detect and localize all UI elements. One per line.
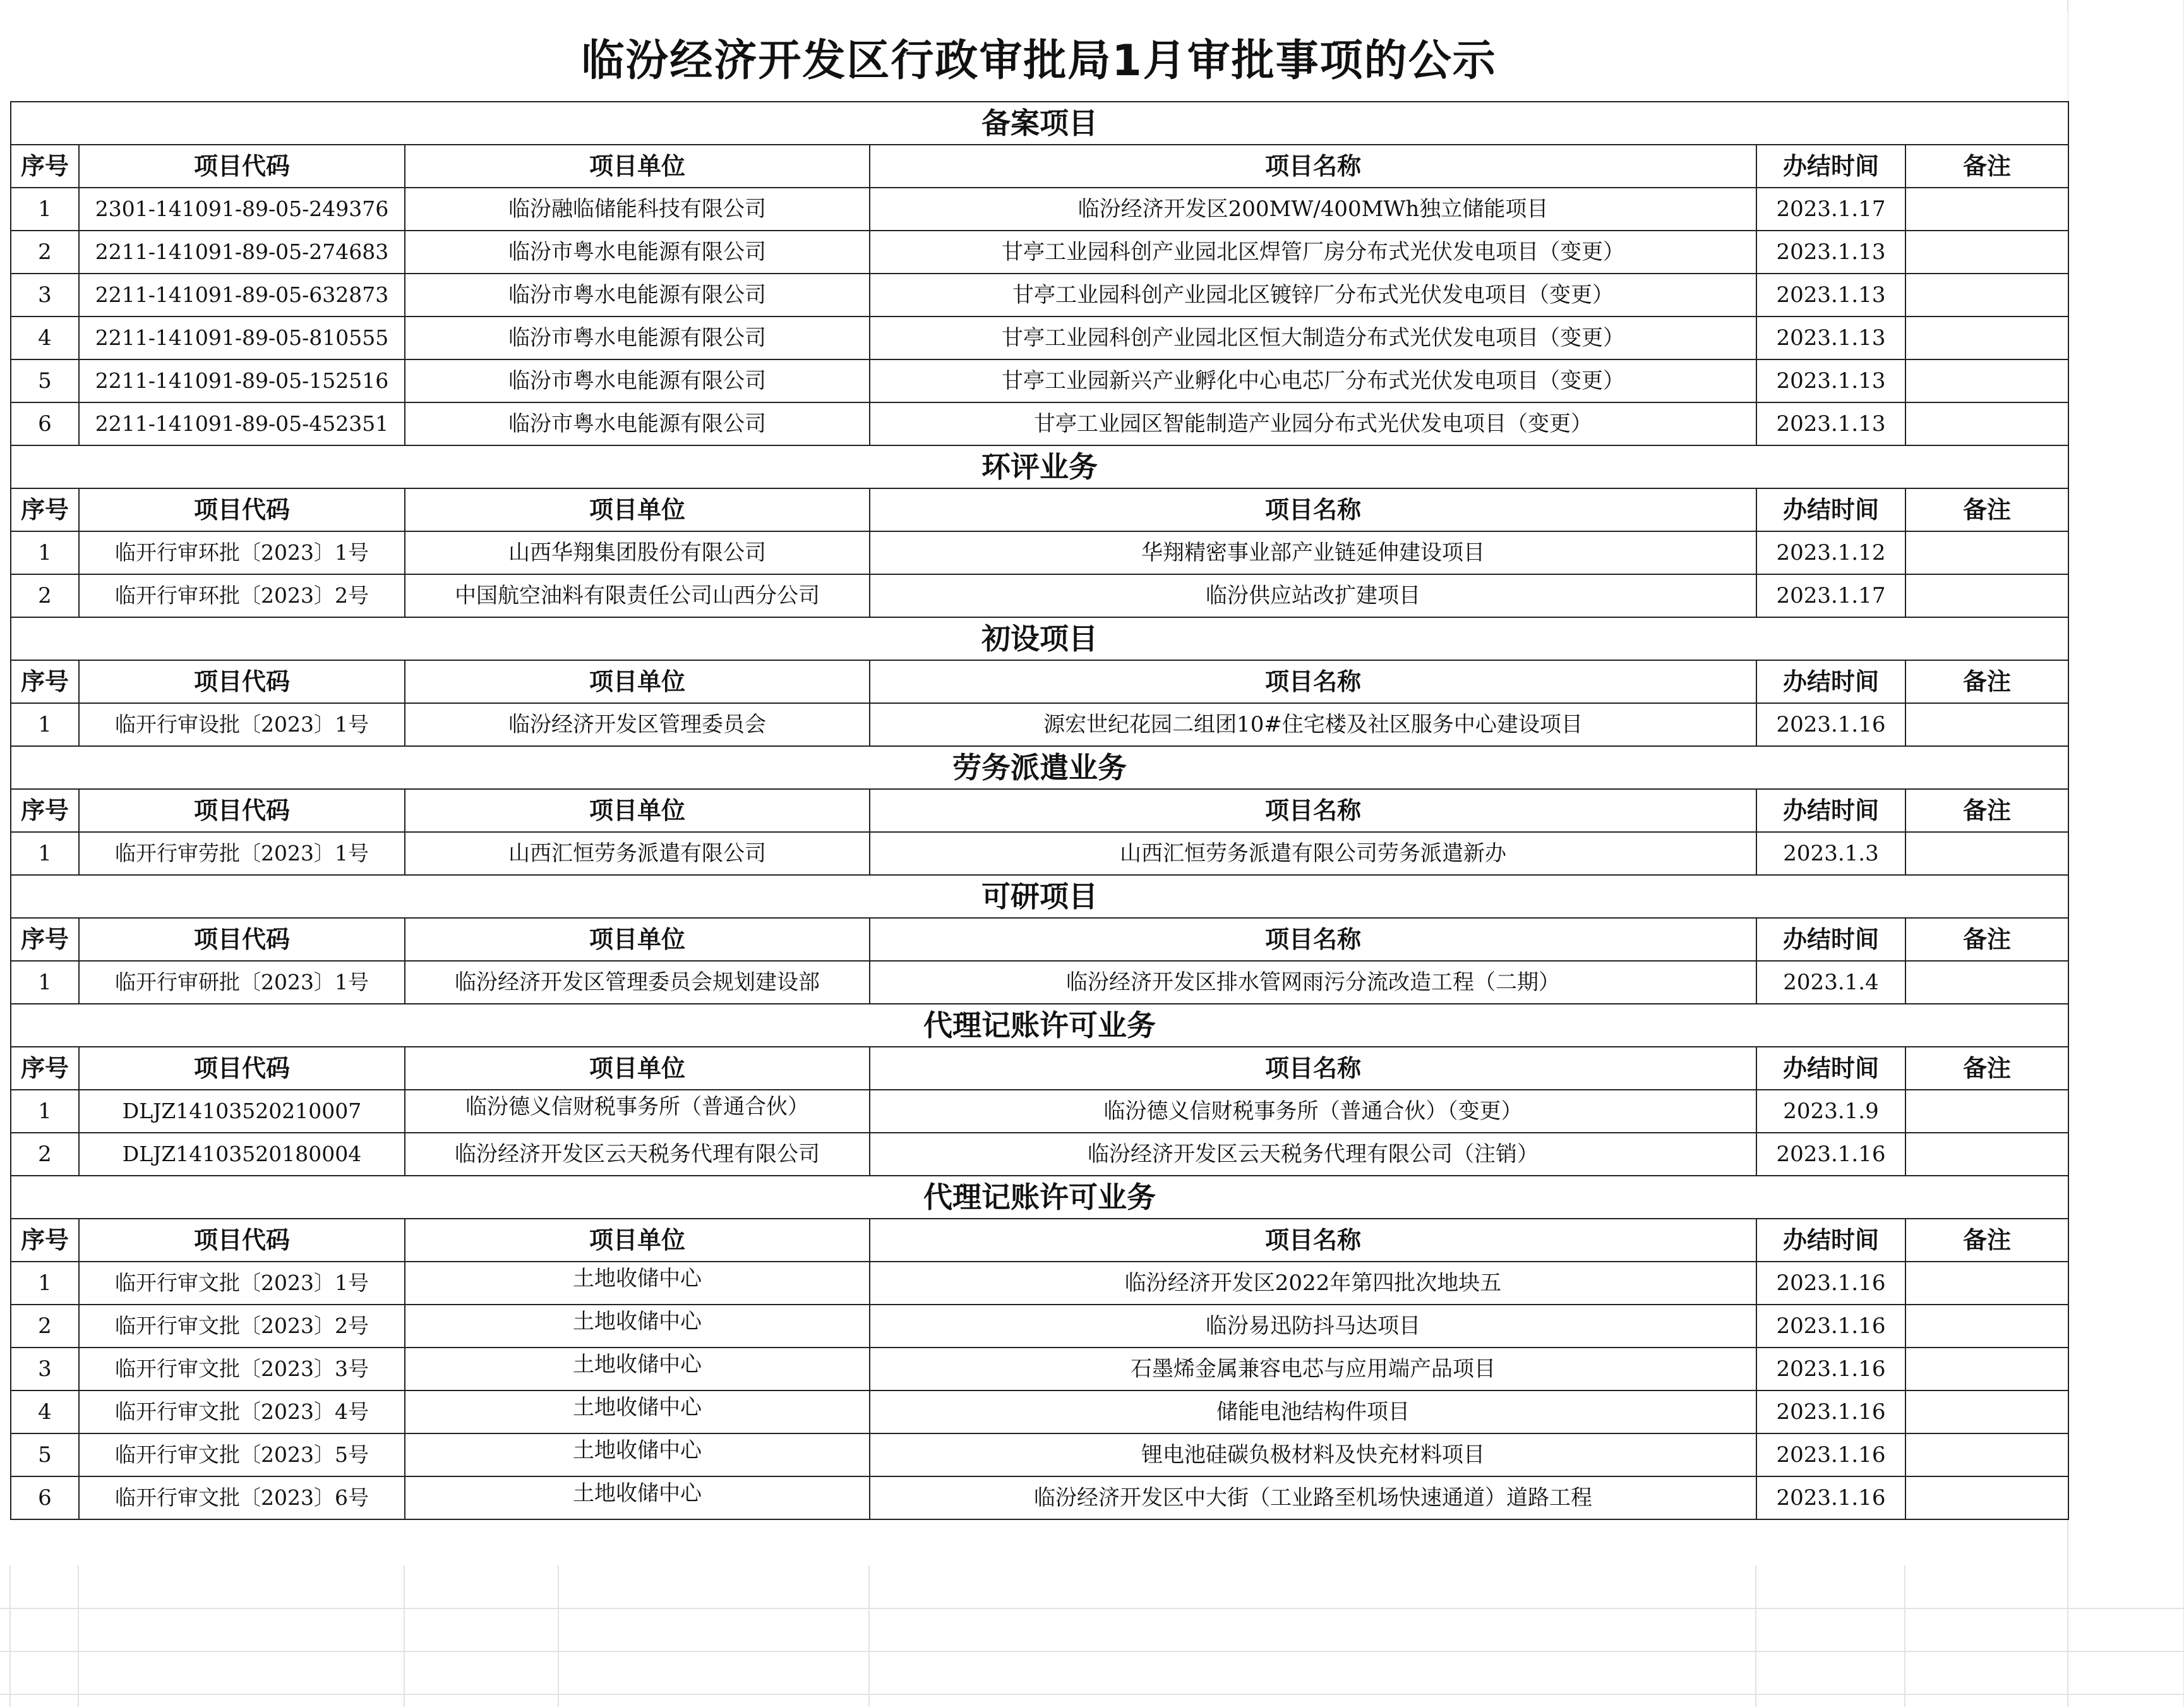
table-row — [11, 1090, 2068, 1133]
project-name-cell: 甘亭工业园新兴产业孵化中心电芯厂分布式光伏发电项目（变更） — [870, 359, 1756, 402]
remark-cell — [1905, 274, 2068, 317]
seq-cell: 2 — [11, 231, 79, 274]
seq-cell: 1 — [11, 531, 79, 574]
remark-cell — [1905, 188, 2068, 231]
table-row — [11, 1476, 2068, 1519]
project-name-cell: 临汾经济开发区云天税务代理有限公司（注销） — [870, 1133, 1756, 1176]
seq-cell: 3 — [11, 274, 79, 317]
column-header-unit: 项目单位 — [405, 1047, 870, 1090]
page-title: 临汾经济开发区行政审批局1月审批事项的公示 — [10, 13, 2068, 101]
remark-cell — [1905, 402, 2068, 445]
unit-cell: 土地收储中心 — [405, 1476, 870, 1519]
remark-cell — [1905, 1133, 2068, 1176]
seq-cell: 1 — [11, 188, 79, 231]
column-header-note: 备注 — [1905, 1219, 2068, 1262]
unit-cell: 临汾市粤水电能源有限公司 — [405, 231, 870, 274]
completion-date-cell: 2023.1.16 — [1756, 1476, 1905, 1519]
column-header-code: 项目代码 — [79, 918, 405, 961]
unit-cell: 临汾市粤水电能源有限公司 — [405, 359, 870, 402]
table-row — [11, 359, 2068, 402]
code-cell: 临开行审劳批〔2023〕1号 — [79, 832, 405, 875]
section-title: 备案项目 — [11, 102, 2068, 145]
section-title-row — [11, 102, 2068, 145]
unit-cell: 临汾市粤水电能源有限公司 — [405, 317, 870, 359]
remark-cell — [1905, 1090, 2068, 1133]
column-header-name: 项目名称 — [870, 660, 1756, 703]
code-cell: 临开行审文批〔2023〕1号 — [79, 1262, 405, 1305]
project-name-cell: 临汾德义信财税事务所（普通合伙）（变更） — [870, 1090, 1756, 1133]
project-name-cell: 临汾经济开发区2022年第四批次地块五 — [870, 1262, 1756, 1305]
code-cell: DLJZ14103520210007 — [79, 1090, 405, 1133]
unit-cell: 临汾经济开发区管理委员会规划建设部 — [405, 961, 870, 1004]
code-cell: 临开行审文批〔2023〕2号 — [79, 1305, 405, 1348]
completion-date-cell: 2023.1.16 — [1756, 1305, 1905, 1348]
column-header-row — [11, 145, 2068, 188]
column-header-row — [11, 1219, 2068, 1262]
remark-cell — [1905, 359, 2068, 402]
column-header-row — [11, 660, 2068, 703]
column-header-name: 项目名称 — [870, 145, 1756, 188]
column-header-name: 项目名称 — [870, 1219, 1756, 1262]
completion-date-cell: 2023.1.17 — [1756, 188, 1905, 231]
completion-date-cell: 2023.1.13 — [1756, 231, 1905, 274]
column-header-seq: 序号 — [11, 660, 79, 703]
remark-cell — [1905, 832, 2068, 875]
column-header-row — [11, 488, 2068, 531]
column-header-seq: 序号 — [11, 789, 79, 832]
remark-cell — [1905, 1348, 2068, 1390]
column-header-note: 备注 — [1905, 145, 2068, 188]
column-header-note: 备注 — [1905, 1047, 2068, 1090]
unit-cell: 临汾经济开发区管理委员会 — [405, 703, 870, 746]
completion-date-cell: 2023.1.13 — [1756, 274, 1905, 317]
seq-cell: 5 — [11, 1433, 79, 1476]
column-header-code: 项目代码 — [79, 1219, 405, 1262]
column-header-note: 备注 — [1905, 789, 2068, 832]
column-header-code: 项目代码 — [79, 488, 405, 531]
project-name-cell: 甘亭工业园科创产业园北区恒大制造分布式光伏发电项目（变更） — [870, 317, 1756, 359]
seq-cell: 2 — [11, 1133, 79, 1176]
completion-date-cell: 2023.1.16 — [1756, 703, 1905, 746]
completion-date-cell: 2023.1.16 — [1756, 1262, 1905, 1305]
code-cell: 临开行审设批〔2023〕1号 — [79, 703, 405, 746]
section-title: 初设项目 — [11, 617, 2068, 660]
seq-cell: 2 — [11, 574, 79, 617]
table-row — [11, 188, 2068, 231]
column-header-date: 办结时间 — [1756, 145, 1905, 188]
column-header-row — [11, 789, 2068, 832]
column-header-date: 办结时间 — [1756, 1047, 1905, 1090]
approval-notice-sheet — [10, 13, 2068, 1520]
column-header-unit: 项目单位 — [405, 918, 870, 961]
remark-cell — [1905, 1390, 2068, 1433]
column-header-seq: 序号 — [11, 1047, 79, 1090]
completion-date-cell: 2023.1.16 — [1756, 1348, 1905, 1390]
completion-date-cell: 2023.1.16 — [1756, 1390, 1905, 1433]
column-header-date: 办结时间 — [1756, 789, 1905, 832]
column-header-code: 项目代码 — [79, 145, 405, 188]
section-title-row — [11, 1176, 2068, 1219]
unit-cell: 临汾市粤水电能源有限公司 — [405, 402, 870, 445]
table-row — [11, 1433, 2068, 1476]
column-header-seq: 序号 — [11, 918, 79, 961]
table-row — [11, 1305, 2068, 1348]
seq-cell: 3 — [11, 1348, 79, 1390]
table-row — [11, 832, 2068, 875]
code-cell: 2211-141091-89-05-152516 — [79, 359, 405, 402]
section-title-row — [11, 746, 2068, 789]
project-name-cell: 山西汇恒劳务派遣有限公司劳务派遣新办 — [870, 832, 1756, 875]
column-header-unit: 项目单位 — [405, 789, 870, 832]
remark-cell — [1905, 574, 2068, 617]
seq-cell: 1 — [11, 703, 79, 746]
project-name-cell: 甘亭工业园区智能制造产业园分布式光伏发电项目（变更） — [870, 402, 1756, 445]
project-name-cell: 临汾经济开发区排水管网雨污分流改造工程（二期） — [870, 961, 1756, 1004]
column-header-note: 备注 — [1905, 488, 2068, 531]
column-header-code: 项目代码 — [79, 660, 405, 703]
unit-cell: 中国航空油料有限责任公司山西分公司 — [405, 574, 870, 617]
section-title-row — [11, 617, 2068, 660]
seq-cell: 5 — [11, 359, 79, 402]
project-name-cell: 源宏世纪花园二组团10#住宅楼及社区服务中心建设项目 — [870, 703, 1756, 746]
unit-cell: 山西汇恒劳务派遣有限公司 — [405, 832, 870, 875]
project-name-cell: 锂电池硅碳负极材料及快充材料项目 — [870, 1433, 1756, 1476]
remark-cell — [1905, 1262, 2068, 1305]
completion-date-cell: 2023.1.17 — [1756, 574, 1905, 617]
completion-date-cell: 2023.1.13 — [1756, 317, 1905, 359]
project-name-cell: 临汾易迅防抖马达项目 — [870, 1305, 1756, 1348]
seq-cell: 4 — [11, 1390, 79, 1433]
remark-cell — [1905, 703, 2068, 746]
section-title-row — [11, 1004, 2068, 1047]
unit-cell: 土地收储中心 — [405, 1348, 870, 1390]
seq-cell: 2 — [11, 1305, 79, 1348]
project-name-cell: 甘亭工业园科创产业园北区镀锌厂分布式光伏发电项目（变更） — [870, 274, 1756, 317]
completion-date-cell: 2023.1.13 — [1756, 359, 1905, 402]
code-cell: 临开行审文批〔2023〕3号 — [79, 1348, 405, 1390]
project-name-cell: 华翔精密事业部产业链延伸建设项目 — [870, 531, 1756, 574]
remark-cell — [1905, 1476, 2068, 1519]
code-cell: 临开行审文批〔2023〕4号 — [79, 1390, 405, 1433]
unit-cell: 临汾经济开发区云天税务代理有限公司 — [405, 1133, 870, 1176]
column-header-note: 备注 — [1905, 660, 2068, 703]
section-title: 劳务派遣业务 — [11, 746, 2068, 789]
column-header-date: 办结时间 — [1756, 1219, 1905, 1262]
column-header-date: 办结时间 — [1756, 488, 1905, 531]
completion-date-cell: 2023.1.3 — [1756, 832, 1905, 875]
column-header-unit: 项目单位 — [405, 145, 870, 188]
seq-cell: 1 — [11, 961, 79, 1004]
column-header-name: 项目名称 — [870, 789, 1756, 832]
code-cell: 临开行审环批〔2023〕1号 — [79, 531, 405, 574]
project-name-cell: 临汾经济开发区200MW/400MWh独立储能项目 — [870, 188, 1756, 231]
section-title: 代理记账许可业务 — [11, 1004, 2068, 1047]
project-name-cell: 甘亭工业园科创产业园北区焊管厂房分布式光伏发电项目（变更） — [870, 231, 1756, 274]
column-header-row — [11, 1047, 2068, 1090]
column-header-seq: 序号 — [11, 1219, 79, 1262]
code-cell: 2301-141091-89-05-249376 — [79, 188, 405, 231]
unit-cell: 临汾融临储能科技有限公司 — [405, 188, 870, 231]
code-cell: 临开行审文批〔2023〕5号 — [79, 1433, 405, 1476]
unit-cell: 土地收储中心 — [405, 1305, 870, 1348]
table-row — [11, 1133, 2068, 1176]
column-header-date: 办结时间 — [1756, 918, 1905, 961]
project-name-cell: 临汾经济开发区中大街（工业路至机场快速通道）道路工程 — [870, 1476, 1756, 1519]
column-header-unit: 项目单位 — [405, 660, 870, 703]
seq-cell: 1 — [11, 1090, 79, 1133]
completion-date-cell: 2023.1.13 — [1756, 402, 1905, 445]
completion-date-cell: 2023.1.12 — [1756, 531, 1905, 574]
code-cell: DLJZ14103520180004 — [79, 1133, 405, 1176]
seq-cell: 1 — [11, 832, 79, 875]
code-cell: 临开行审环批〔2023〕2号 — [79, 574, 405, 617]
table-row — [11, 961, 2068, 1004]
completion-date-cell: 2023.1.16 — [1756, 1133, 1905, 1176]
project-name-cell: 临汾供应站改扩建项目 — [870, 574, 1756, 617]
remark-cell — [1905, 1433, 2068, 1476]
unit-cell: 土地收储中心 — [405, 1390, 870, 1433]
table-row — [11, 1348, 2068, 1390]
completion-date-cell: 2023.1.4 — [1756, 961, 1905, 1004]
section-title: 环评业务 — [11, 445, 2068, 488]
column-header-seq: 序号 — [11, 145, 79, 188]
completion-date-cell: 2023.1.16 — [1756, 1433, 1905, 1476]
column-header-name: 项目名称 — [870, 1047, 1756, 1090]
table-row — [11, 1390, 2068, 1433]
column-header-code: 项目代码 — [79, 1047, 405, 1090]
code-cell: 2211-141091-89-05-632873 — [79, 274, 405, 317]
project-name-cell: 石墨烯金属兼容电芯与应用端产品项目 — [870, 1348, 1756, 1390]
table-row — [11, 531, 2068, 574]
seq-cell: 4 — [11, 317, 79, 359]
code-cell: 2211-141091-89-05-452351 — [79, 402, 405, 445]
table-row — [11, 317, 2068, 359]
column-header-row — [11, 918, 2068, 961]
column-header-note: 备注 — [1905, 918, 2068, 961]
approval-table — [10, 101, 2069, 1520]
column-header-name: 项目名称 — [870, 918, 1756, 961]
seq-cell: 6 — [11, 402, 79, 445]
column-header-name: 项目名称 — [870, 488, 1756, 531]
table-row — [11, 574, 2068, 617]
unit-cell: 土地收储中心 — [405, 1262, 870, 1305]
unit-cell: 临汾市粤水电能源有限公司 — [405, 274, 870, 317]
unit-cell: 临汾德义信财税事务所（普通合伙） — [405, 1090, 870, 1133]
unit-cell: 土地收储中心 — [405, 1433, 870, 1476]
remark-cell — [1905, 317, 2068, 359]
column-header-unit: 项目单位 — [405, 1219, 870, 1262]
remark-cell — [1905, 231, 2068, 274]
remark-cell — [1905, 531, 2068, 574]
seq-cell: 6 — [11, 1476, 79, 1519]
table-row — [11, 231, 2068, 274]
section-title-row — [11, 875, 2068, 918]
table-row — [11, 1262, 2068, 1305]
table-row — [11, 274, 2068, 317]
code-cell: 临开行审研批〔2023〕1号 — [79, 961, 405, 1004]
completion-date-cell: 2023.1.9 — [1756, 1090, 1905, 1133]
remark-cell — [1905, 961, 2068, 1004]
code-cell: 2211-141091-89-05-274683 — [79, 231, 405, 274]
seq-cell: 1 — [11, 1262, 79, 1305]
project-name-cell: 储能电池结构件项目 — [870, 1390, 1756, 1433]
unit-cell: 山西华翔集团股份有限公司 — [405, 531, 870, 574]
remark-cell — [1905, 1305, 2068, 1348]
column-header-unit: 项目单位 — [405, 488, 870, 531]
table-row — [11, 402, 2068, 445]
column-header-seq: 序号 — [11, 488, 79, 531]
column-header-date: 办结时间 — [1756, 660, 1905, 703]
code-cell: 临开行审文批〔2023〕6号 — [79, 1476, 405, 1519]
section-title: 可研项目 — [11, 875, 2068, 918]
column-header-code: 项目代码 — [79, 789, 405, 832]
code-cell: 2211-141091-89-05-810555 — [79, 317, 405, 359]
section-title-row — [11, 445, 2068, 488]
section-title: 代理记账许可业务 — [11, 1176, 2068, 1219]
table-row — [11, 703, 2068, 746]
